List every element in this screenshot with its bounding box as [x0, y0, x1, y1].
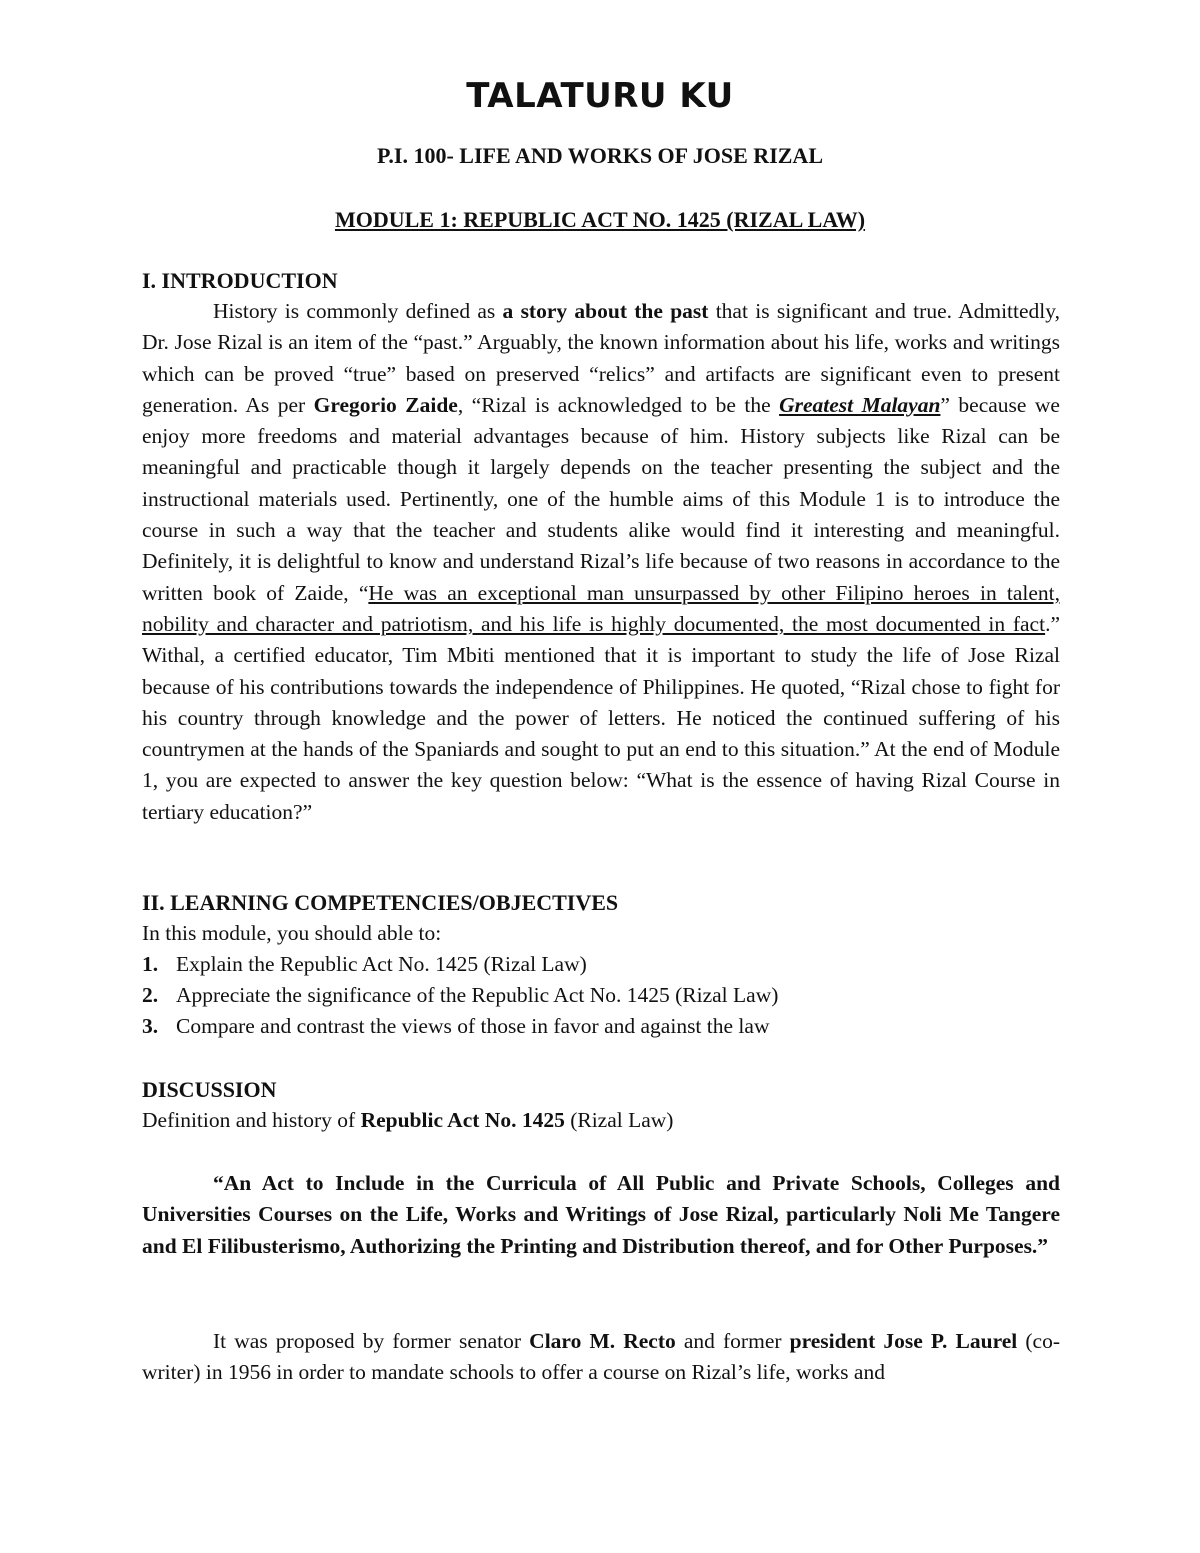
intro-bold-story: a story about the past	[502, 299, 709, 323]
intro-text-4: ” because we enjoy more freedoms and material advantages because of him. History subjects like Rizal can be meaningful and practicable though it largely depends on the teacher presenting the subject and the instructional materials used. Pertinently, one of the humble aims of this Module 1 is to introduce the course in such a way that the teacher and students alike would find it interesting and meaningful. Definitely, it is delightful to know and understand Rizal’s life because of two reasons in accordance to the written book of Zaide, “	[142, 392, 1060, 605]
discussion-definition	[142, 1105, 1060, 1136]
objectives-list	[142, 949, 1060, 1042]
definition-text-1: Definition and history of	[142, 1108, 361, 1132]
objective-text: Compare and contrast the views of those in favor and against the law	[176, 1014, 770, 1038]
proposal-text-3: (co-writer) in 1956 in order to mandate schools to offer a course on Rizal’s life, works and	[142, 1329, 1060, 1385]
introduction-section	[142, 265, 1060, 828]
intro-text-5: .” Withal, a certified educator, Tim Mbiti mentioned that it is important to study the life of Jose Rizal because of his contributions towards the independence of Philippines. He quoted, “Rizal chose to fight for his country through knowledge and the power of letters. He noticed the continued suffering of his countrymen at the hands of the Spaniards and sought to put an end to this situation.” At the end of Module 1, you are expected to answer the key question below: “What is the essence of having Rizal Course in tertiary education?”	[142, 611, 1060, 824]
objective-text: Appreciate the significance of the Republic Act No. 1425 (Rizal Law)	[176, 983, 779, 1007]
objective-number: 3.	[142, 1014, 159, 1038]
intro-text-3: , “Rizal is acknowledged to be the	[457, 392, 780, 417]
proposal-bold-recto: Claro M. Recto	[529, 1329, 676, 1353]
intro-text-1: History is commonly defined as	[213, 299, 503, 323]
intro-greatest-malayan: Greatest Malayan	[779, 392, 941, 417]
objective-number: 1.	[142, 952, 159, 976]
discussion-section	[142, 1074, 1060, 1136]
objectives-lead: In this module, you should able to:	[142, 921, 442, 945]
discussion-heading: DISCUSSION	[142, 1077, 277, 1102]
objectives-section	[142, 887, 1060, 1042]
objective-item	[142, 1011, 1060, 1042]
objectives-heading: II. LEARNING COMPETENCIES/OBJECTIVES	[142, 890, 619, 915]
proposal-text-2: and former	[675, 1329, 790, 1353]
proposal-bold-laurel: president Jose P. Laurel	[789, 1329, 1018, 1353]
document-title: TALATURU KU	[466, 76, 734, 116]
definition-bold-act: Republic Act No. 1425	[360, 1108, 565, 1132]
act-title-quote: “An Act to Include in the Curricula of All Public and Private Schools, Colleges and Universities Courses on the Life, Works and Writings of Jose Rizal, particularly Noli Me Tangere and El Filibusterismo, Authorizing the Printing and Distribution thereof, and for Other Purposes.”	[142, 1171, 1060, 1258]
objective-text: Explain the Republic Act No. 1425 (Rizal Law)	[176, 952, 587, 976]
intro-underlined-quote: He was an exceptional man unsurpassed by other Filipino heroes in talent, nobility and character and patriotism, and his life is highly documented, the most documented in fact	[142, 580, 1060, 636]
intro-bold-zaide: Gregorio Zaide	[313, 392, 458, 417]
intro-text-2: that is significant and true. Admittedly, Dr. Jose Rizal is an item of the “past.” Arguably, the known information about his life, works and writings which can be proved “true” based on preserved “relics” and artifacts are significant even to present generation. As per	[142, 299, 1060, 417]
proposal-paragraph	[142, 1326, 1060, 1389]
module-title: MODULE 1: REPUBLIC ACT NO. 1425 (RIZAL LAW)	[334, 207, 866, 232]
objective-item	[142, 949, 1060, 980]
definition-text-2: (Rizal Law)	[564, 1108, 674, 1132]
introduction-heading: I. INTRODUCTION	[142, 268, 338, 293]
introduction-paragraph	[142, 296, 1060, 828]
course-title: P.I. 100- LIFE AND WORKS OF JOSE RIZAL	[377, 143, 823, 168]
objective-item	[142, 980, 1060, 1011]
proposal-text-1: It was proposed by former senator	[213, 1329, 530, 1353]
objective-number: 2.	[142, 983, 159, 1007]
